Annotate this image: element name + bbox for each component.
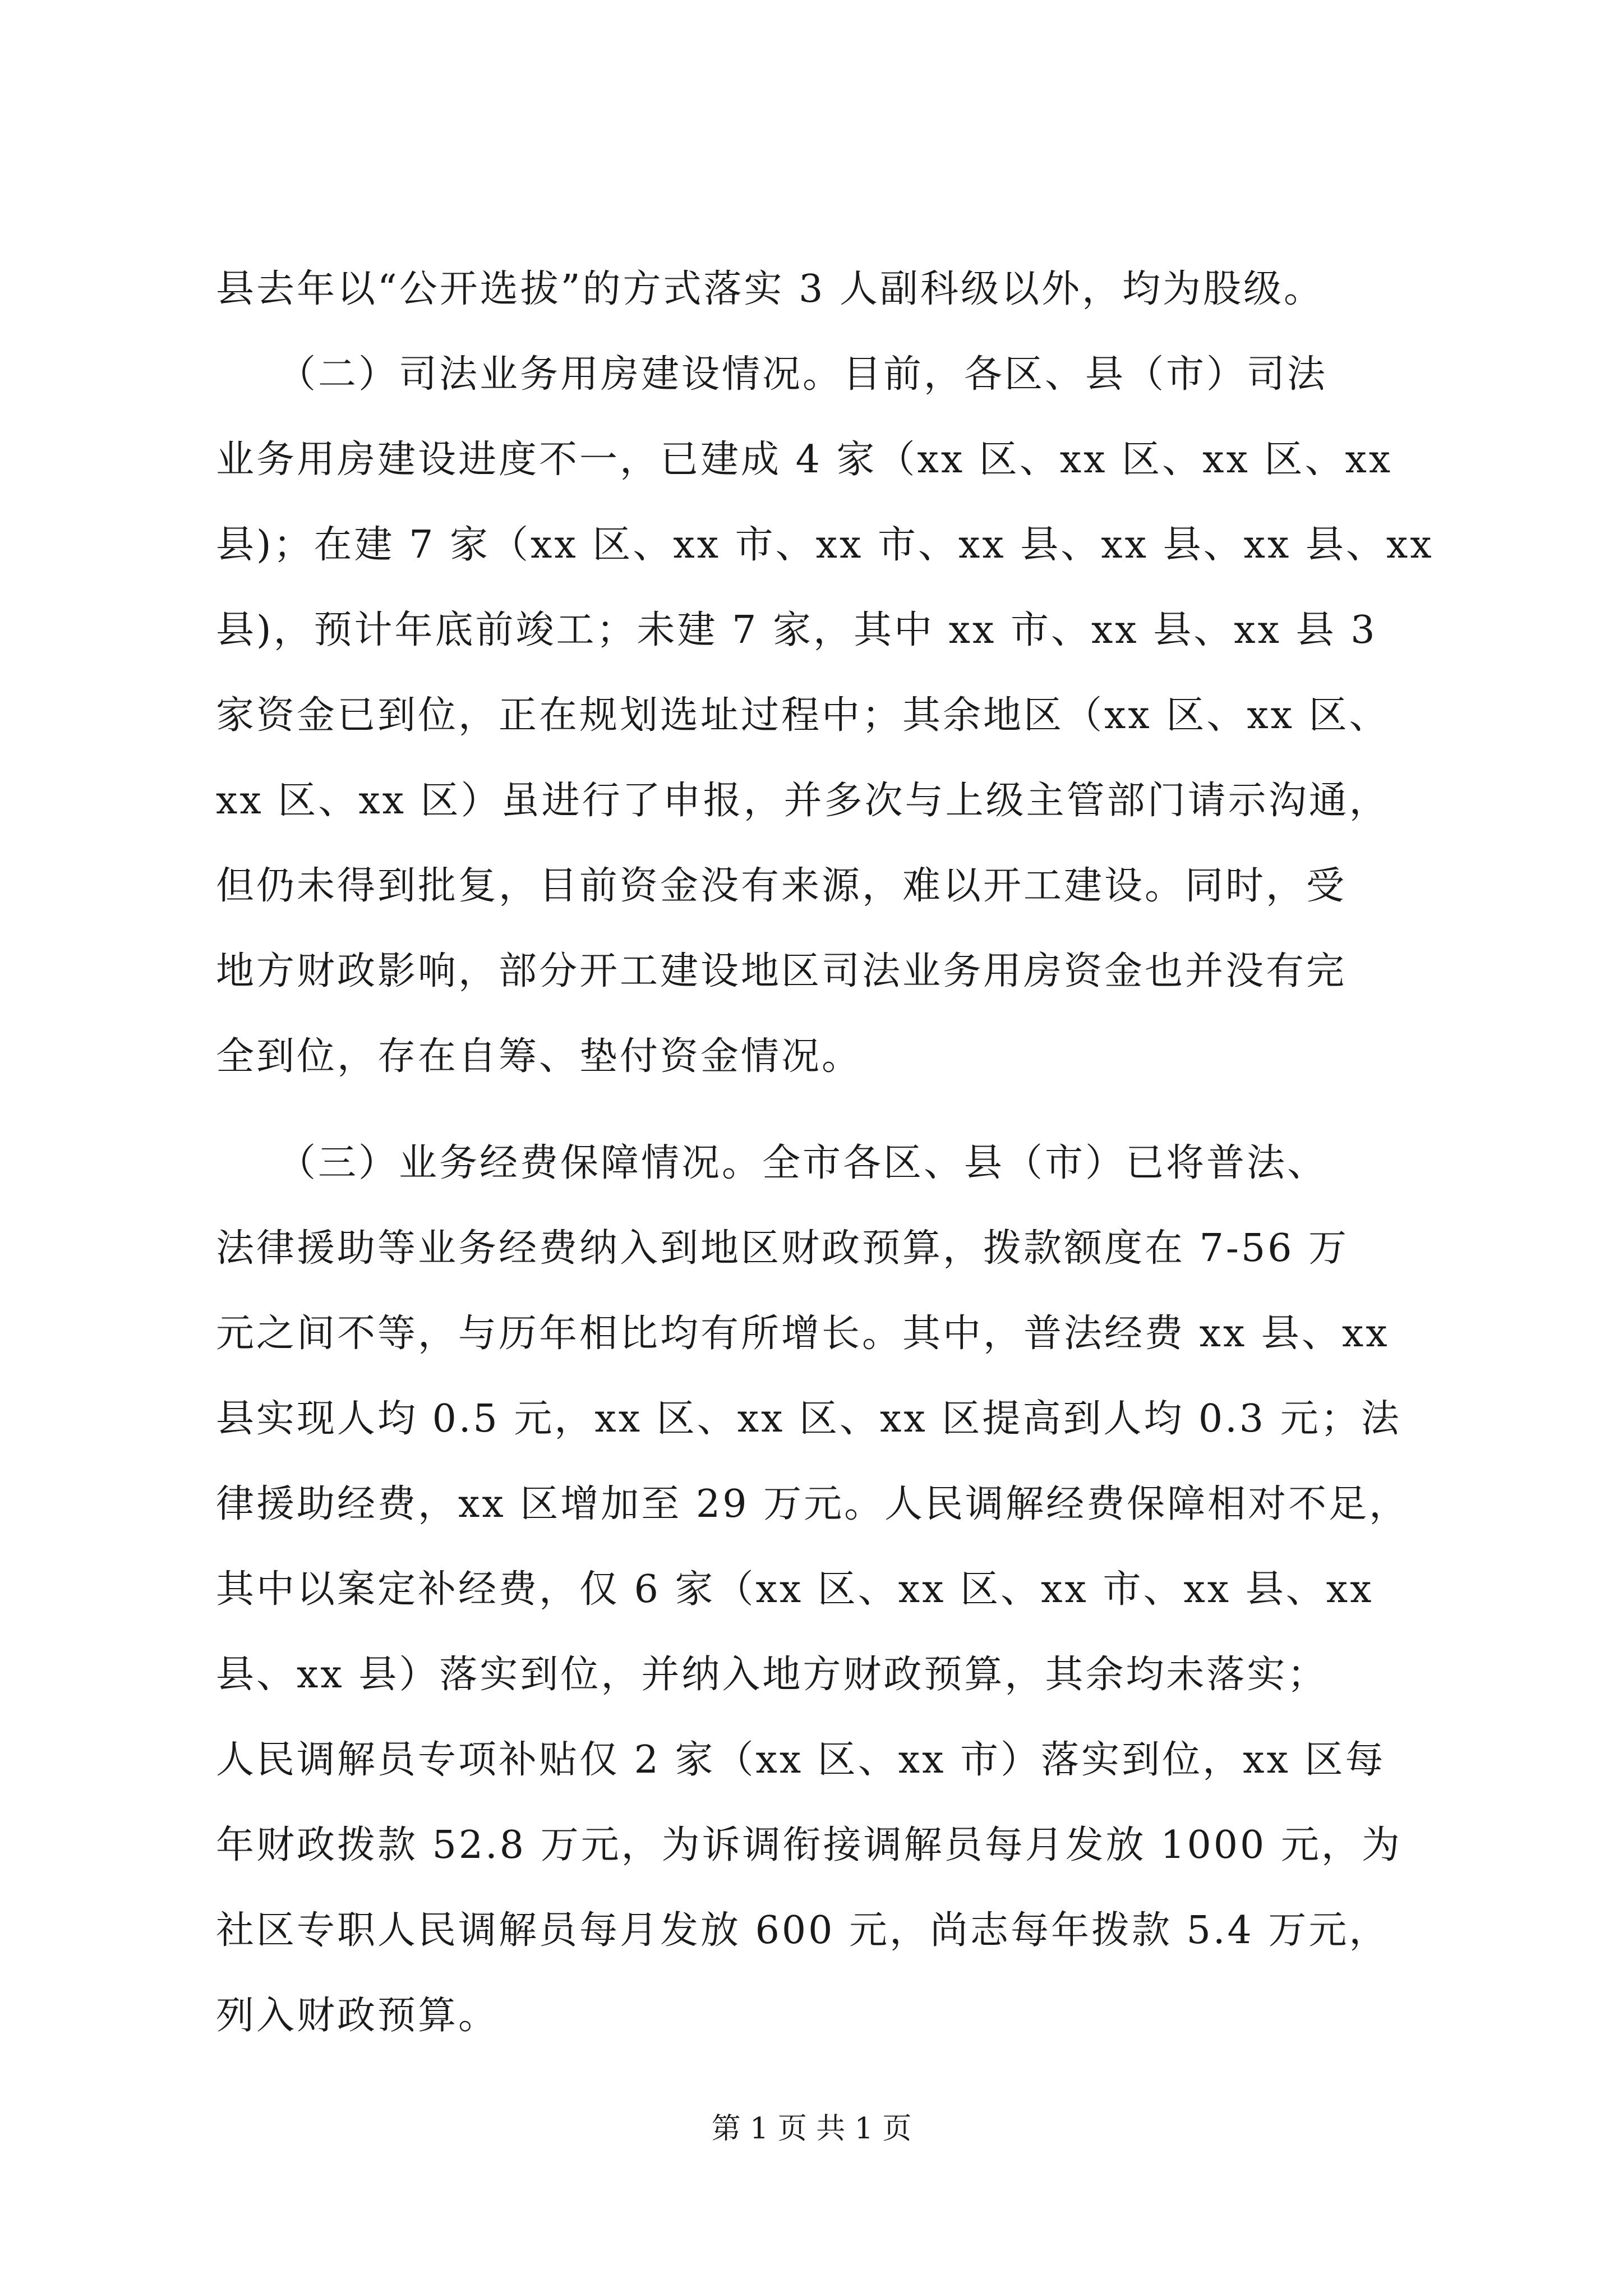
- text-line: 全到位，存在自筹、垫付资金情况。: [216, 1034, 863, 1079]
- paragraph-gap: [216, 1099, 1427, 1121]
- text-line: 其中以案定补经费，仅 6 家（xx 区、xx 区、xx 市、xx 县、xx: [216, 1567, 1374, 1612]
- text-line: 列入财政预算。: [216, 1994, 499, 2038]
- paragraph: [216, 332, 1434, 1099]
- page-footer: [0, 2109, 1623, 2148]
- text-line: 人民调解员专项补贴仅 2 家（xx 区、xx 市）落实到位，xx 区每: [216, 1738, 1386, 1782]
- text-line: 县、xx 县）落实到位，并纳入地方财政预算，其余均未落实；: [216, 1653, 1328, 1697]
- text-line: （二）司法业务用房建设情况。目前，各区、县（市）司法: [216, 352, 1328, 397]
- text-line: 法律援助等业务经费纳入到地区财政预算，拨款额度在 7-56 万: [216, 1226, 1349, 1271]
- text-line: xx 区、xx 区）虽进行了申报，并多次与上级主管部门请示沟通，: [216, 779, 1390, 823]
- text-line: 业务用房建设进度不一，已建成 4 家（xx 区、xx 区、xx 区、xx: [216, 438, 1393, 482]
- text-line: 家资金已到位，正在规划选址过程中；其余地区（xx 区、xx 区、: [216, 693, 1390, 738]
- text-line: 县)，预计年底前竣工；未建 7 家，其中 xx 市、xx 县、xx 县 3: [216, 608, 1377, 652]
- text-line: 社区专职人民调解员每月发放 600 元，尚志每年拨款 5.4 万元，: [216, 1908, 1390, 1953]
- text-line: 县)；在建 7 家（xx 区、xx 市、xx 市、xx 县、xx 县、xx 县、xx: [216, 523, 1434, 567]
- paragraph: [216, 247, 1427, 332]
- text-line: 但仍未得到批复，目前资金没有来源，难以开工建设。同时，受: [216, 864, 1347, 908]
- text-line: 律援助经费，xx 区增加至 29 万元。人民调解经费保障相对不足，: [216, 1482, 1410, 1526]
- page-number-label: 第 1 页 共 1 页: [711, 2112, 912, 2146]
- text-line: 年财政拨款 52.8 万元，为诉调衔接调解员每月发放 1000 元，为: [216, 1823, 1402, 1867]
- text-line: 县去年以“公开选拔”的方式落实 3 人副科级以外，均为股级。: [216, 267, 1325, 311]
- text-line: （三）业务经费保障情况。全市各区、县（市）已将普法、: [216, 1141, 1328, 1185]
- text-line: 县实现人均 0.5 元，xx 区、xx 区、xx 区提高到人均 0.3 元；法: [216, 1397, 1401, 1441]
- text-line: 元之间不等，与历年相比均有所增长。其中，普法经费 xx 县、xx: [216, 1312, 1390, 1356]
- body-text: [216, 247, 1434, 2059]
- paragraph: [216, 1121, 1427, 2059]
- text-line: 地方财政影响，部分开工建设地区司法业务用房资金也并没有完: [216, 949, 1347, 993]
